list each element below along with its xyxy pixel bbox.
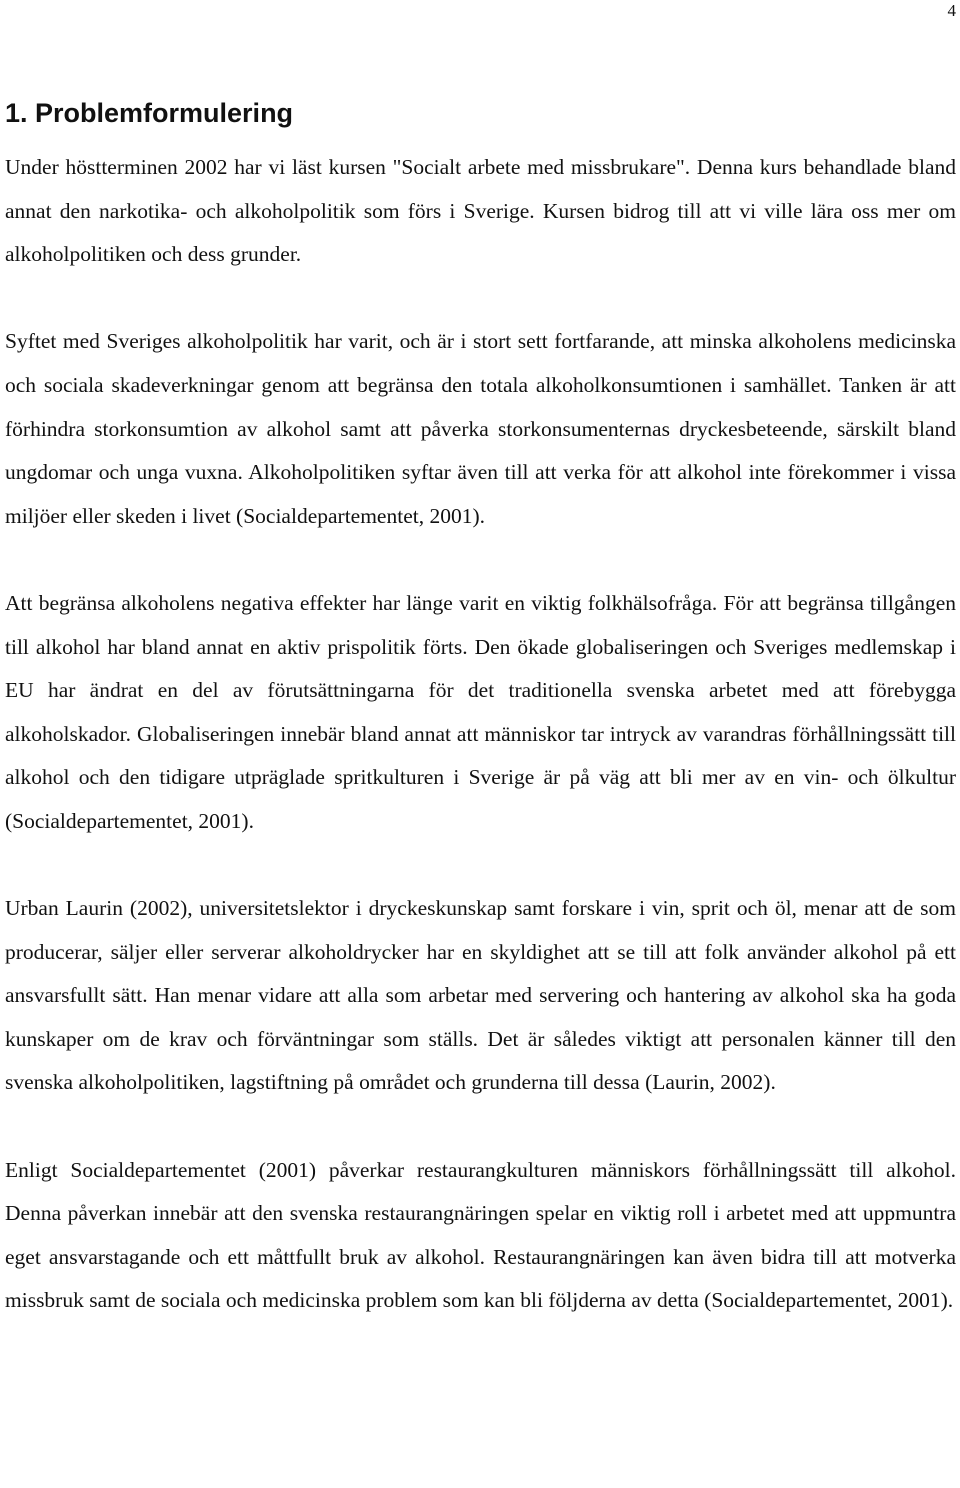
paragraph-intro: Under höstterminen 2002 har vi läst kursen "Socialt arbete med missbrukare". Denna kurs behandlade bland annat den narkotika- och alkoholpolitik som förs i Sverige. Kursen bidrog till att vi ville lära oss mer om alkoholpolitiken och dess grunder. <box>5 155 956 267</box>
paragraph-laurin: Urban Laurin (2002), universitetslektor i dryckeskunskap samt forskare i vin, sprit och öl, menar att de som producerar, säljer eller serverar alkoholdrycker har en skyldighet att se till att folk använder alkohol på ett ansvarsfullt sätt. Han menar vidare att alla som arbetar med servering och hantering av alkohol ska ha goda kunskaper om de krav och förväntningar som ställs. Det är således viktigt att personalen känner till den svenska alkoholpolitiken, lagstiftning på området och grunderna till dessa (Laurin, 2002). <box>5 896 956 1095</box>
paragraph-restaurant-culture: Enligt Socialdepartementet (2001) påverkar restaurangkulturen människors förhållningssätt till alkohol. Denna påverkan innebär att den svenska restaurangnäringen spelar en viktig roll i arbetet med att uppmuntra eget ansvarstagande och ett måttfullt bruk av alkohol. Restaurangnäringen kan även bidra till att motverka missbruk samt de sociala och medicinska problem som kan bli följderna av detta (Socialdepartementet, 2001). <box>5 1157 956 1313</box>
page-number: 4 <box>947 1 956 20</box>
body-text <box>5 146 956 1323</box>
section-heading: 1. Problemformulering <box>5 98 294 128</box>
paragraph-policy-aim: Syftet med Sveriges alkoholpolitik har varit, och är i stort sett fortfarande, att minska alkoholens medicinska och sociala skadeverkningar genom att begränsa den totala alkoholkonsumtionen i samhället. Tanken är att förhindra storkonsumtion av alkohol samt att påverka storkonsumenternas dryckesbeteende, särskilt bland ungdomar och unga vuxna. Alkoholpolitiken syftar även till att verka för att alkohol inte förekommer i vissa miljöer eller skeden i livet (Socialdepartementet, 2001). <box>5 329 956 528</box>
paragraph-public-health: Att begränsa alkoholens negativa effekter har länge varit en viktig folkhälsofråga. För att begränsa tillgången till alkohol har bland annat en aktiv prispolitik förts. Den ökade globaliseringen och Sveriges medlemskap i EU har ändrat en del av förutsättningarna för det traditionella svenska arbetet med att förebygga alkoholskador. Globaliseringen innebär bland annat att människor tar intryck av varandras förhållningssätt till alkohol och den tidigare utpräglade spritkulturen i Sverige är på väg att bli mer av en vin- och ölkultur (Socialdepartementet, 2001). <box>5 590 956 833</box>
